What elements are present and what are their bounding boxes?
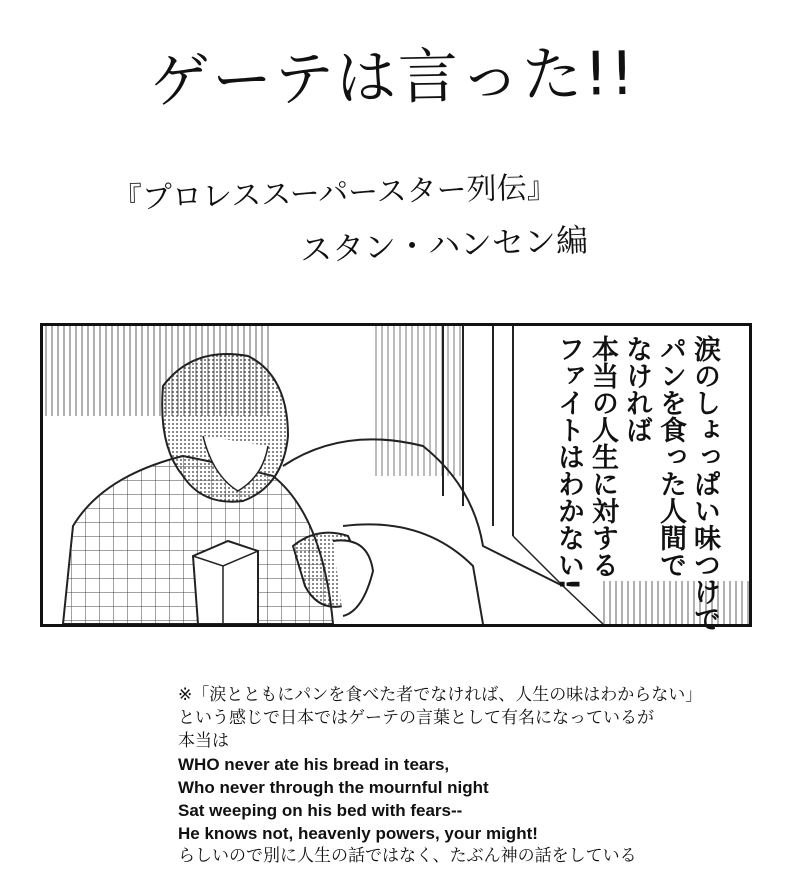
poem-line: He knows not, heavenly powers, your might!	[178, 824, 538, 843]
note-line: 本当は	[178, 731, 229, 751]
note-line: らしいので別に人生の話ではなく、たぶん神の話をしている	[178, 846, 637, 866]
speech-text: 涙のしょっぱい味つけで パンを食った人間で なければ 本当の人生に対する ファイトはわかない!	[553, 335, 720, 632]
footnote	[178, 684, 778, 868]
poem-line: WHO never ate his bread in tears,	[178, 755, 450, 774]
note-line: ※「涙とともにパンを食べた者でなければ、人生の味はわからない」	[178, 685, 703, 705]
page-title: ゲーテは言った!!	[149, 38, 637, 118]
poem-line: Sat weeping on his bed with fears--	[178, 801, 463, 820]
episode-subtitle: スタン・ハンセン編	[299, 220, 589, 270]
series-subtitle: 『プロレススーパースター列伝』	[111, 170, 558, 217]
note-line: という感じで日本ではゲーテの言葉として有名になっているが	[178, 708, 654, 728]
poem-line: Who never through the mournful night	[178, 778, 489, 797]
